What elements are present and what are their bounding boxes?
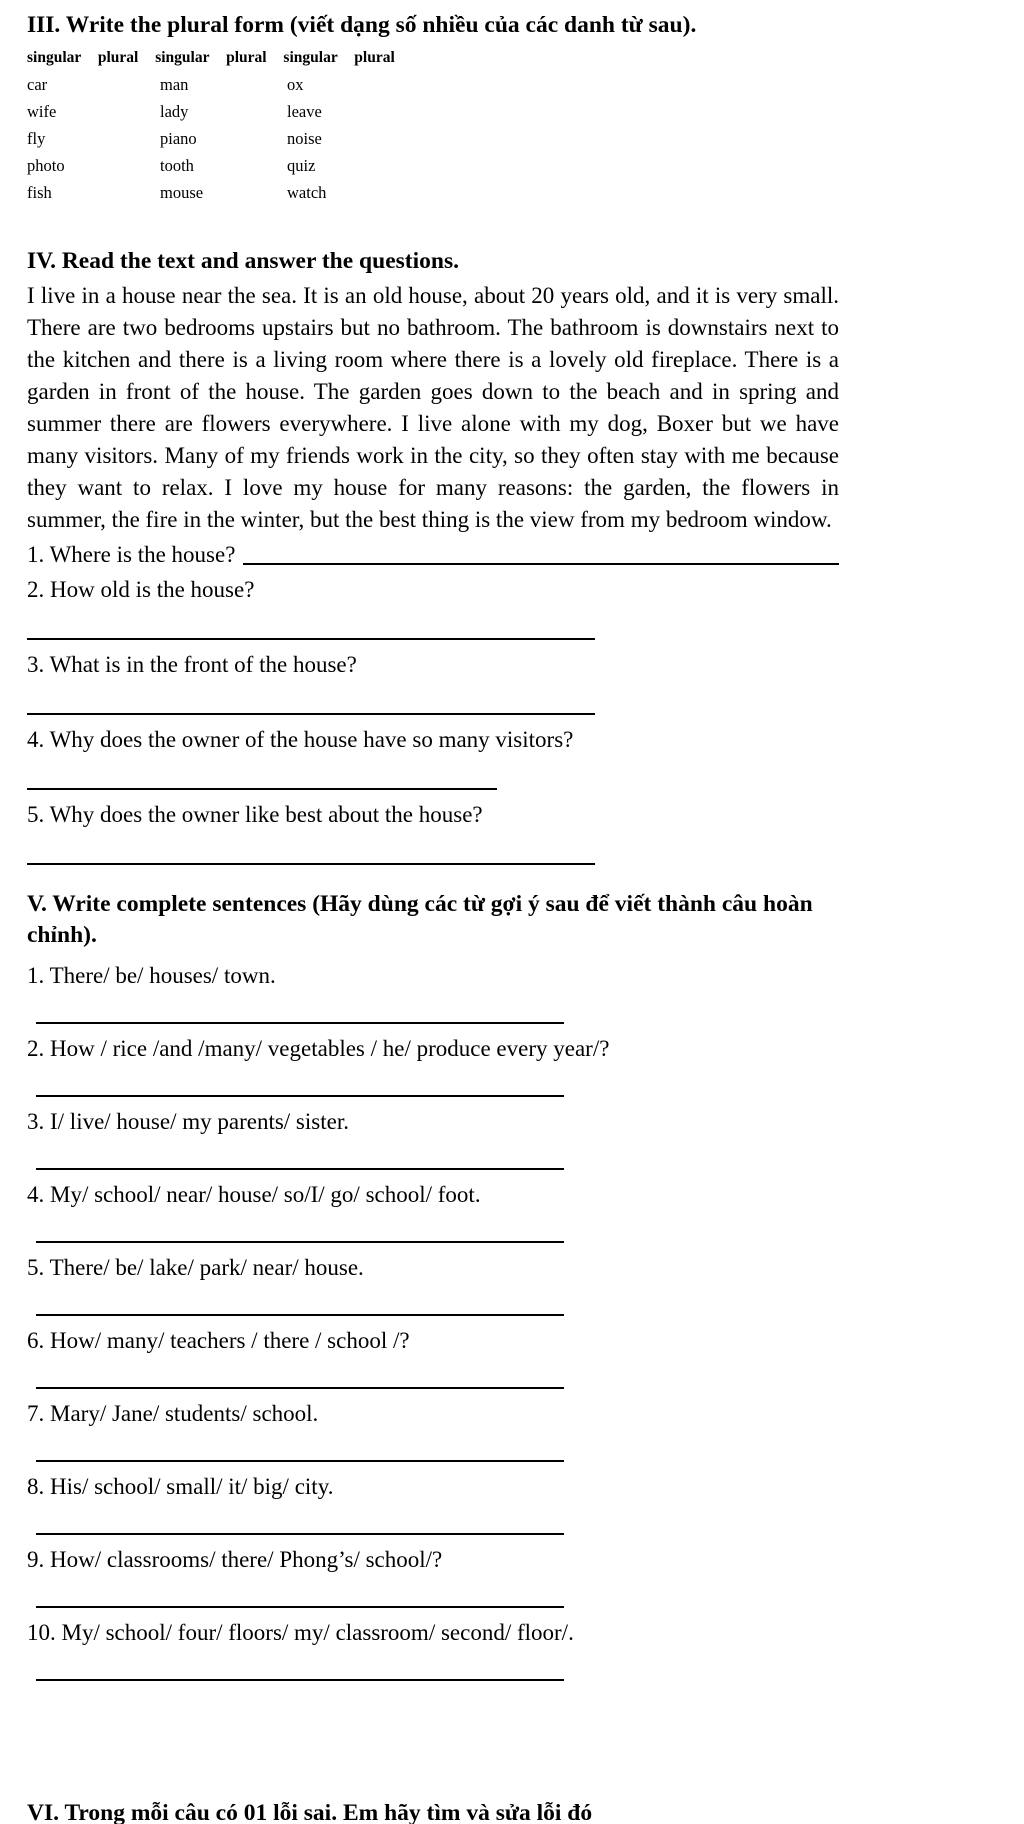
singular-word: piano [160, 129, 197, 148]
singular-word: tooth [160, 156, 194, 175]
answer-blank [36, 1581, 564, 1608]
answer-blank [36, 1143, 564, 1170]
answer-blank [36, 1289, 564, 1316]
singular-word: fish [27, 183, 52, 202]
answer-blank [36, 1362, 564, 1389]
singular-word: photo [27, 156, 65, 175]
singular-word: wife [27, 102, 57, 121]
sentence-item-9: 9. How/ classrooms/ there/ Phong’s/ school/? [27, 1547, 443, 1572]
singular-word: noise [287, 129, 322, 148]
singular-word: car [27, 75, 48, 94]
sentence-item-8: 8. His/ school/ small/ it/ big/ city. [27, 1474, 334, 1499]
answer-blank [27, 687, 595, 715]
sentence-item-6: 6. How/ many/ teachers / there / school /? [27, 1328, 410, 1353]
question-4: 4. Why does the owner of the house have so many visitors? [27, 727, 574, 752]
section-iii-title: III. Write the plural form (viết dạng số nhiều của các danh từ sau). [27, 12, 697, 38]
question-text: 1. Where is the house? [27, 542, 236, 567]
answer-blank [36, 997, 564, 1024]
sentence-item-1: 1. There/ be/ houses/ town. [27, 963, 276, 988]
sentence-item-10: 10. My/ school/ four/ floors/ my/ classroom/ second/ floor/. [27, 1620, 574, 1645]
answer-blank [36, 1654, 564, 1681]
singular-word: ox [287, 75, 304, 94]
singular-word: man [160, 75, 189, 94]
table-row [27, 125, 839, 152]
table-row [27, 98, 839, 125]
answer-blank [27, 762, 497, 790]
singular-word: leave [287, 102, 322, 121]
question-1 [27, 538, 839, 571]
question-2: 2. How old is the house? [27, 577, 255, 602]
reading-passage: I live in a house near the sea. It is an old house, about 20 years old, and it is very small. There are two bedrooms upstairs but no bathroom. The bathroom is downstairs next to the kitchen and there is a living room where there is a lovely old fireplace. There is a garden in front of the house. The garden goes down to the beach and in spring and summer there are flowers everywhere. I live alone with my dog, Boxer but we have many visitors. Many of my friends work in the city, so they often stay with me because they want to relax. I love my house for many reasons: the garden, the flowers in summer, the fire in the winter, but the best thing is the view from my bedroom window. [27, 283, 839, 532]
answer-blank [243, 563, 839, 565]
answer-blank [27, 612, 595, 640]
answer-blank [36, 1216, 564, 1243]
sentence-item-4: 4. My/ school/ near/ house/ so/I/ go/ school/ foot. [27, 1182, 481, 1207]
sentence-item-7: 7. Mary/ Jane/ students/ school. [27, 1401, 319, 1426]
answer-blank [36, 1070, 564, 1097]
section-iv-title: IV. Read the text and answer the questions. [27, 248, 459, 274]
singular-word: mouse [160, 183, 204, 202]
section-vi-title-cutoff: VI. Trong mỗi câu có 01 lỗi sai. Em hãy tìm và sửa lỗi đó [27, 1800, 593, 1824]
plural-table [27, 71, 839, 206]
sentence-item-5: 5. There/ be/ lake/ park/ near/ house. [27, 1255, 364, 1280]
table-row [27, 152, 839, 179]
answer-blank [36, 1508, 564, 1535]
section-v-title: V. Write complete sentences (Hãy dùng các từ gợi ý sau để viết thành câu hoàn chỉnh). [27, 891, 813, 948]
question-5: 5. Why does the owner like best about the house? [27, 802, 483, 827]
singular-word: watch [287, 183, 327, 202]
plural-table-header: singular plural singular plural singular plural [27, 49, 395, 66]
sentence-item-3: 3. I/ live/ house/ my parents/ sister. [27, 1109, 349, 1134]
answer-blank [27, 837, 595, 865]
sentence-item-2: 2. How / rice /and /many/ vegetables / he/ produce every year/? [27, 1036, 610, 1061]
answer-blank [36, 1435, 564, 1462]
singular-word: fly [27, 129, 46, 148]
singular-word: lady [160, 102, 189, 121]
table-row [27, 179, 839, 206]
table-row [27, 71, 839, 98]
question-3: 3. What is in the front of the house? [27, 652, 357, 677]
singular-word: quiz [287, 156, 316, 175]
